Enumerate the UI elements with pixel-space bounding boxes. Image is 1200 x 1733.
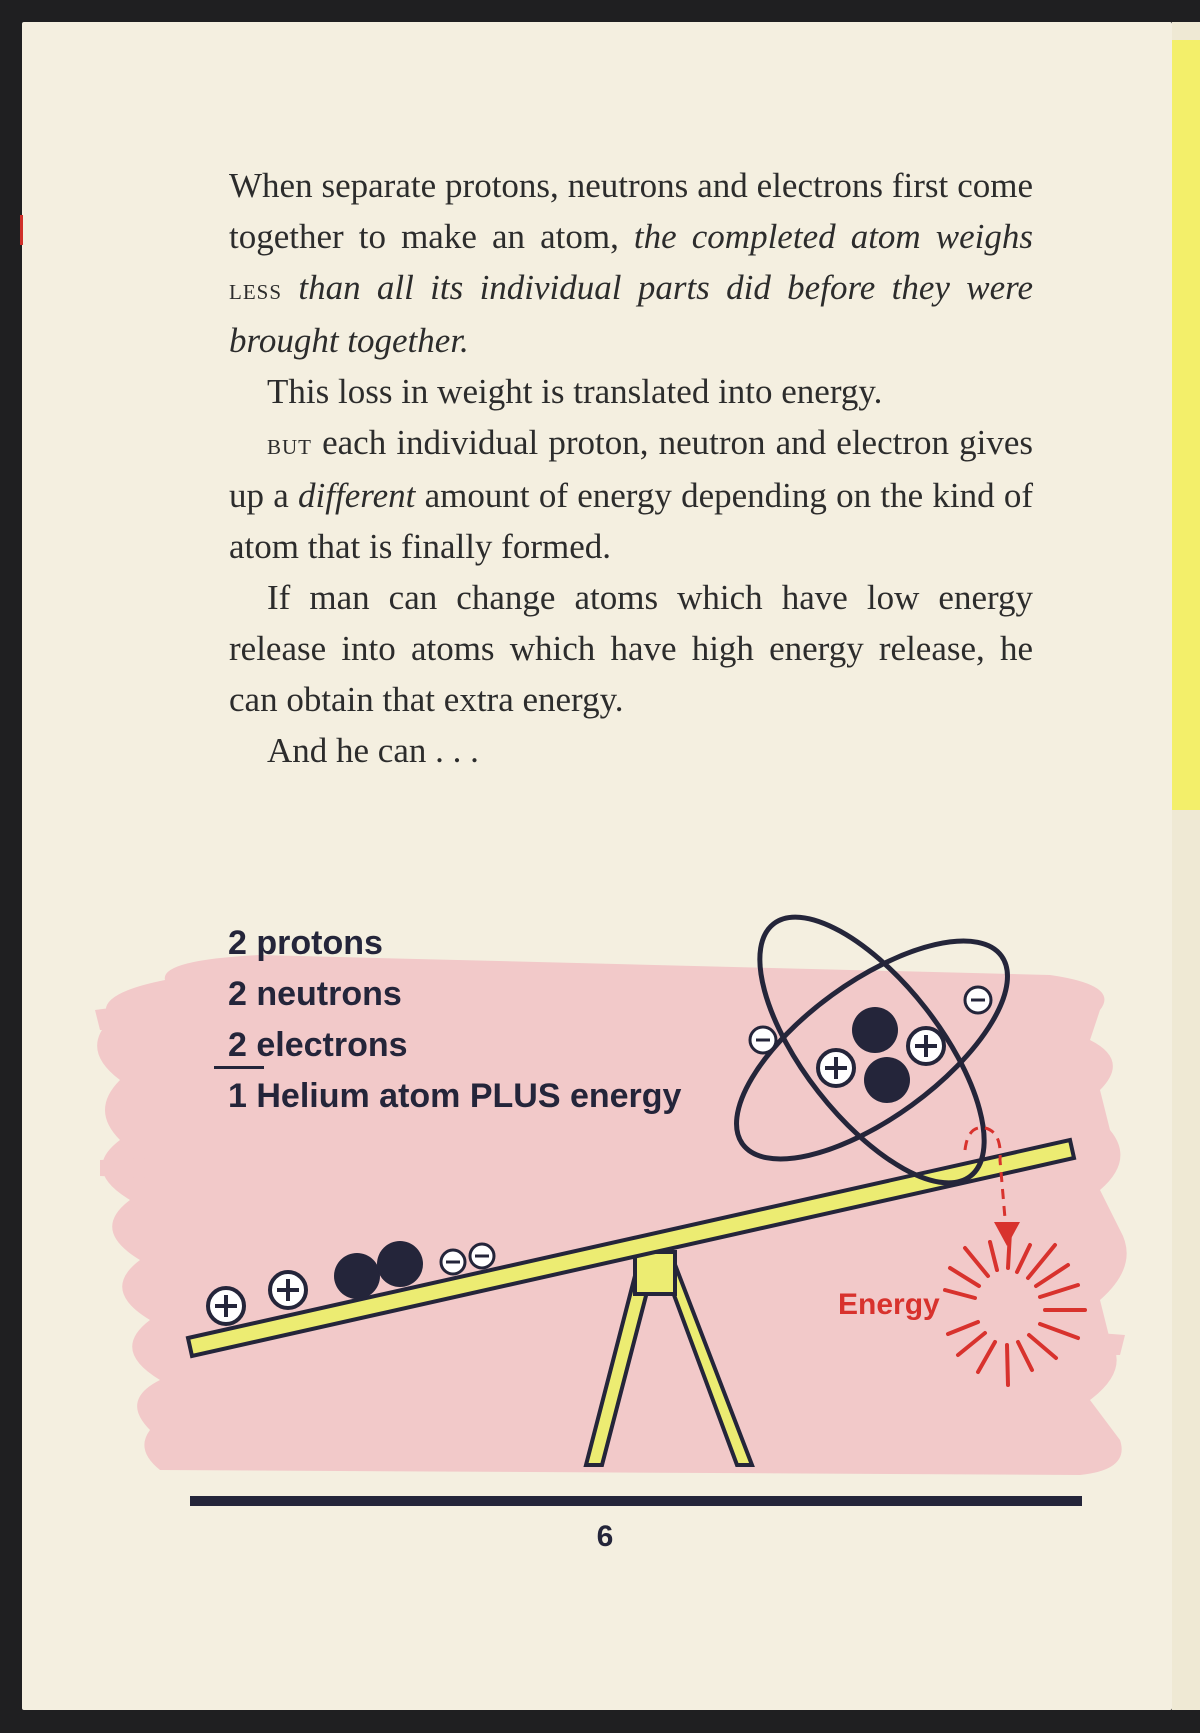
- equation-neutrons: 2 neutrons: [228, 975, 402, 1013]
- page-number: 6: [596, 1520, 614, 1553]
- paragraph-1-text: When separate protons, neutrons and electrons first come together to make an atom,: [229, 166, 1033, 256]
- neutron-left-2: [377, 1241, 423, 1287]
- electron-left-2: [470, 1244, 494, 1268]
- paragraph-3-text: each individual proton, neutron and electron gives up a: [229, 423, 1033, 515]
- paragraph-3-text-end: amount of energy depending on the kind of atom that is finally formed.: [229, 476, 1033, 566]
- ground-line: [190, 1496, 1082, 1506]
- paragraph-2: This loss in weight is translated into energy.: [267, 372, 883, 411]
- paragraph-1-smallcaps: less: [229, 273, 283, 306]
- paragraph-1-italic: the completed atom weighs: [633, 217, 1034, 256]
- paragraph-3-italic: different: [298, 476, 416, 515]
- atom-proton-2: [908, 1028, 944, 1064]
- neutron-left-1: [334, 1253, 380, 1299]
- equation-electrons: 2 electrons: [228, 1026, 408, 1064]
- proton-left-2: [270, 1272, 306, 1308]
- paragraph-4: If man can change atoms which have low energy release into atoms which have high energy release, he can obtain that extra energy.: [229, 578, 1033, 719]
- proton-left-1: [208, 1288, 244, 1324]
- equation-result: 1 Helium atom PLUS energy: [228, 1077, 682, 1115]
- electron-left-1: [441, 1250, 465, 1274]
- paragraph-3-smallcaps: but: [267, 428, 312, 461]
- equation-protons: 2 protons: [228, 924, 383, 962]
- sum-line: [214, 1066, 264, 1069]
- atom-electron-2: [965, 987, 991, 1013]
- atom-electron-1: [750, 1027, 776, 1053]
- energy-label: Energy: [838, 1288, 940, 1321]
- paragraph-1-italic-end: than all its individual parts did before they were brought together.: [229, 268, 1033, 360]
- paragraph-5: And he can . . .: [267, 731, 479, 770]
- atom-neutron-1: [852, 1007, 898, 1053]
- helium-equation: [228, 918, 681, 1122]
- atom-neutron-2: [864, 1057, 910, 1103]
- atom-proton-1: [818, 1050, 854, 1086]
